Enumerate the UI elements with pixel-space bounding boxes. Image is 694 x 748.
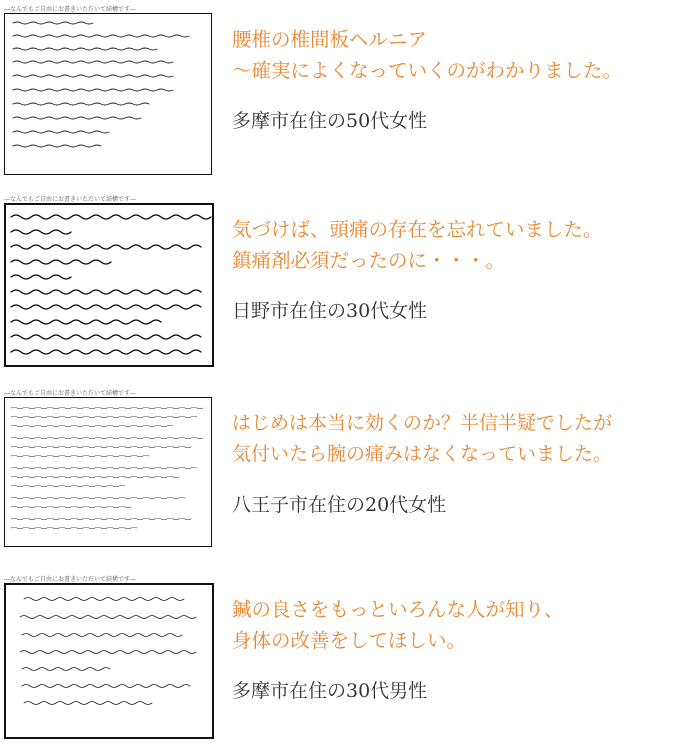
- headline-line-1: 気づけば、頭痛の存在を忘れていました。: [232, 218, 603, 241]
- handwriting-strokes: [6, 585, 212, 737]
- handwriting-scan: [4, 203, 214, 367]
- headline-line-1: はじめは本当に効くのか？半信半疑でしたが: [232, 412, 613, 434]
- handwritten-card-image: [4, 574, 214, 746]
- resident-info: 多摩市在住の30代男性: [232, 680, 428, 702]
- headline-line-2: 身体の改善をしてほしい。: [232, 629, 467, 652]
- handwritten-card-image: [4, 388, 214, 560]
- headline-line-2: 気付いたら腕の痛みはなくなっていました。: [232, 443, 613, 465]
- handwriting-scan: [4, 583, 214, 739]
- testimonial: [0, 0, 694, 178]
- testimonial-headline: [232, 24, 692, 86]
- resident-info: 多摩市在住の50代女性: [232, 110, 428, 132]
- handwriting-strokes: [5, 14, 211, 174]
- testimonial-headline: [232, 408, 692, 470]
- testimonial: [0, 190, 694, 368]
- handwriting-scan: [4, 13, 212, 175]
- testimonial-text: [232, 408, 692, 517]
- resident-info: 日野市在住の30代女性: [232, 300, 428, 322]
- headline-line-1: 腰椎の椎間板ヘルニア: [232, 28, 428, 51]
- testimonial-text: [232, 214, 692, 323]
- handwriting-strokes: [6, 205, 212, 365]
- headline-line-2: 鎮痛剤必須だったのに・・・。: [232, 249, 506, 272]
- handwritten-card-image: [4, 194, 214, 366]
- headline-line-2: 〜確実によくなっていくのがわかりました。: [232, 59, 623, 82]
- testimonial-headline: [232, 214, 692, 276]
- testimonial-headline: [232, 594, 692, 656]
- testimonial-text: [232, 24, 692, 133]
- resident-info: 八王子市在住の20代女性: [232, 494, 447, 516]
- card-caption: —なんでもご自由にお書きいただいて結構です—: [4, 576, 137, 583]
- card-caption: —なんでもご自由にお書きいただいて結構です—: [4, 390, 137, 397]
- testimonial-text: [232, 594, 692, 703]
- handwriting-strokes: [5, 398, 211, 546]
- testimonial: [0, 384, 694, 562]
- headline-line-1: 鍼の良さをもっといろんな人が知り、: [232, 598, 564, 621]
- card-caption: —なんでもご自由にお書きいただいて結構です—: [4, 6, 137, 13]
- handwriting-scan: [4, 397, 212, 547]
- handwritten-card-image: [4, 4, 214, 176]
- card-caption: —なんでもご自由にお書きいただいて結構です—: [4, 196, 137, 203]
- testimonial: [0, 570, 694, 748]
